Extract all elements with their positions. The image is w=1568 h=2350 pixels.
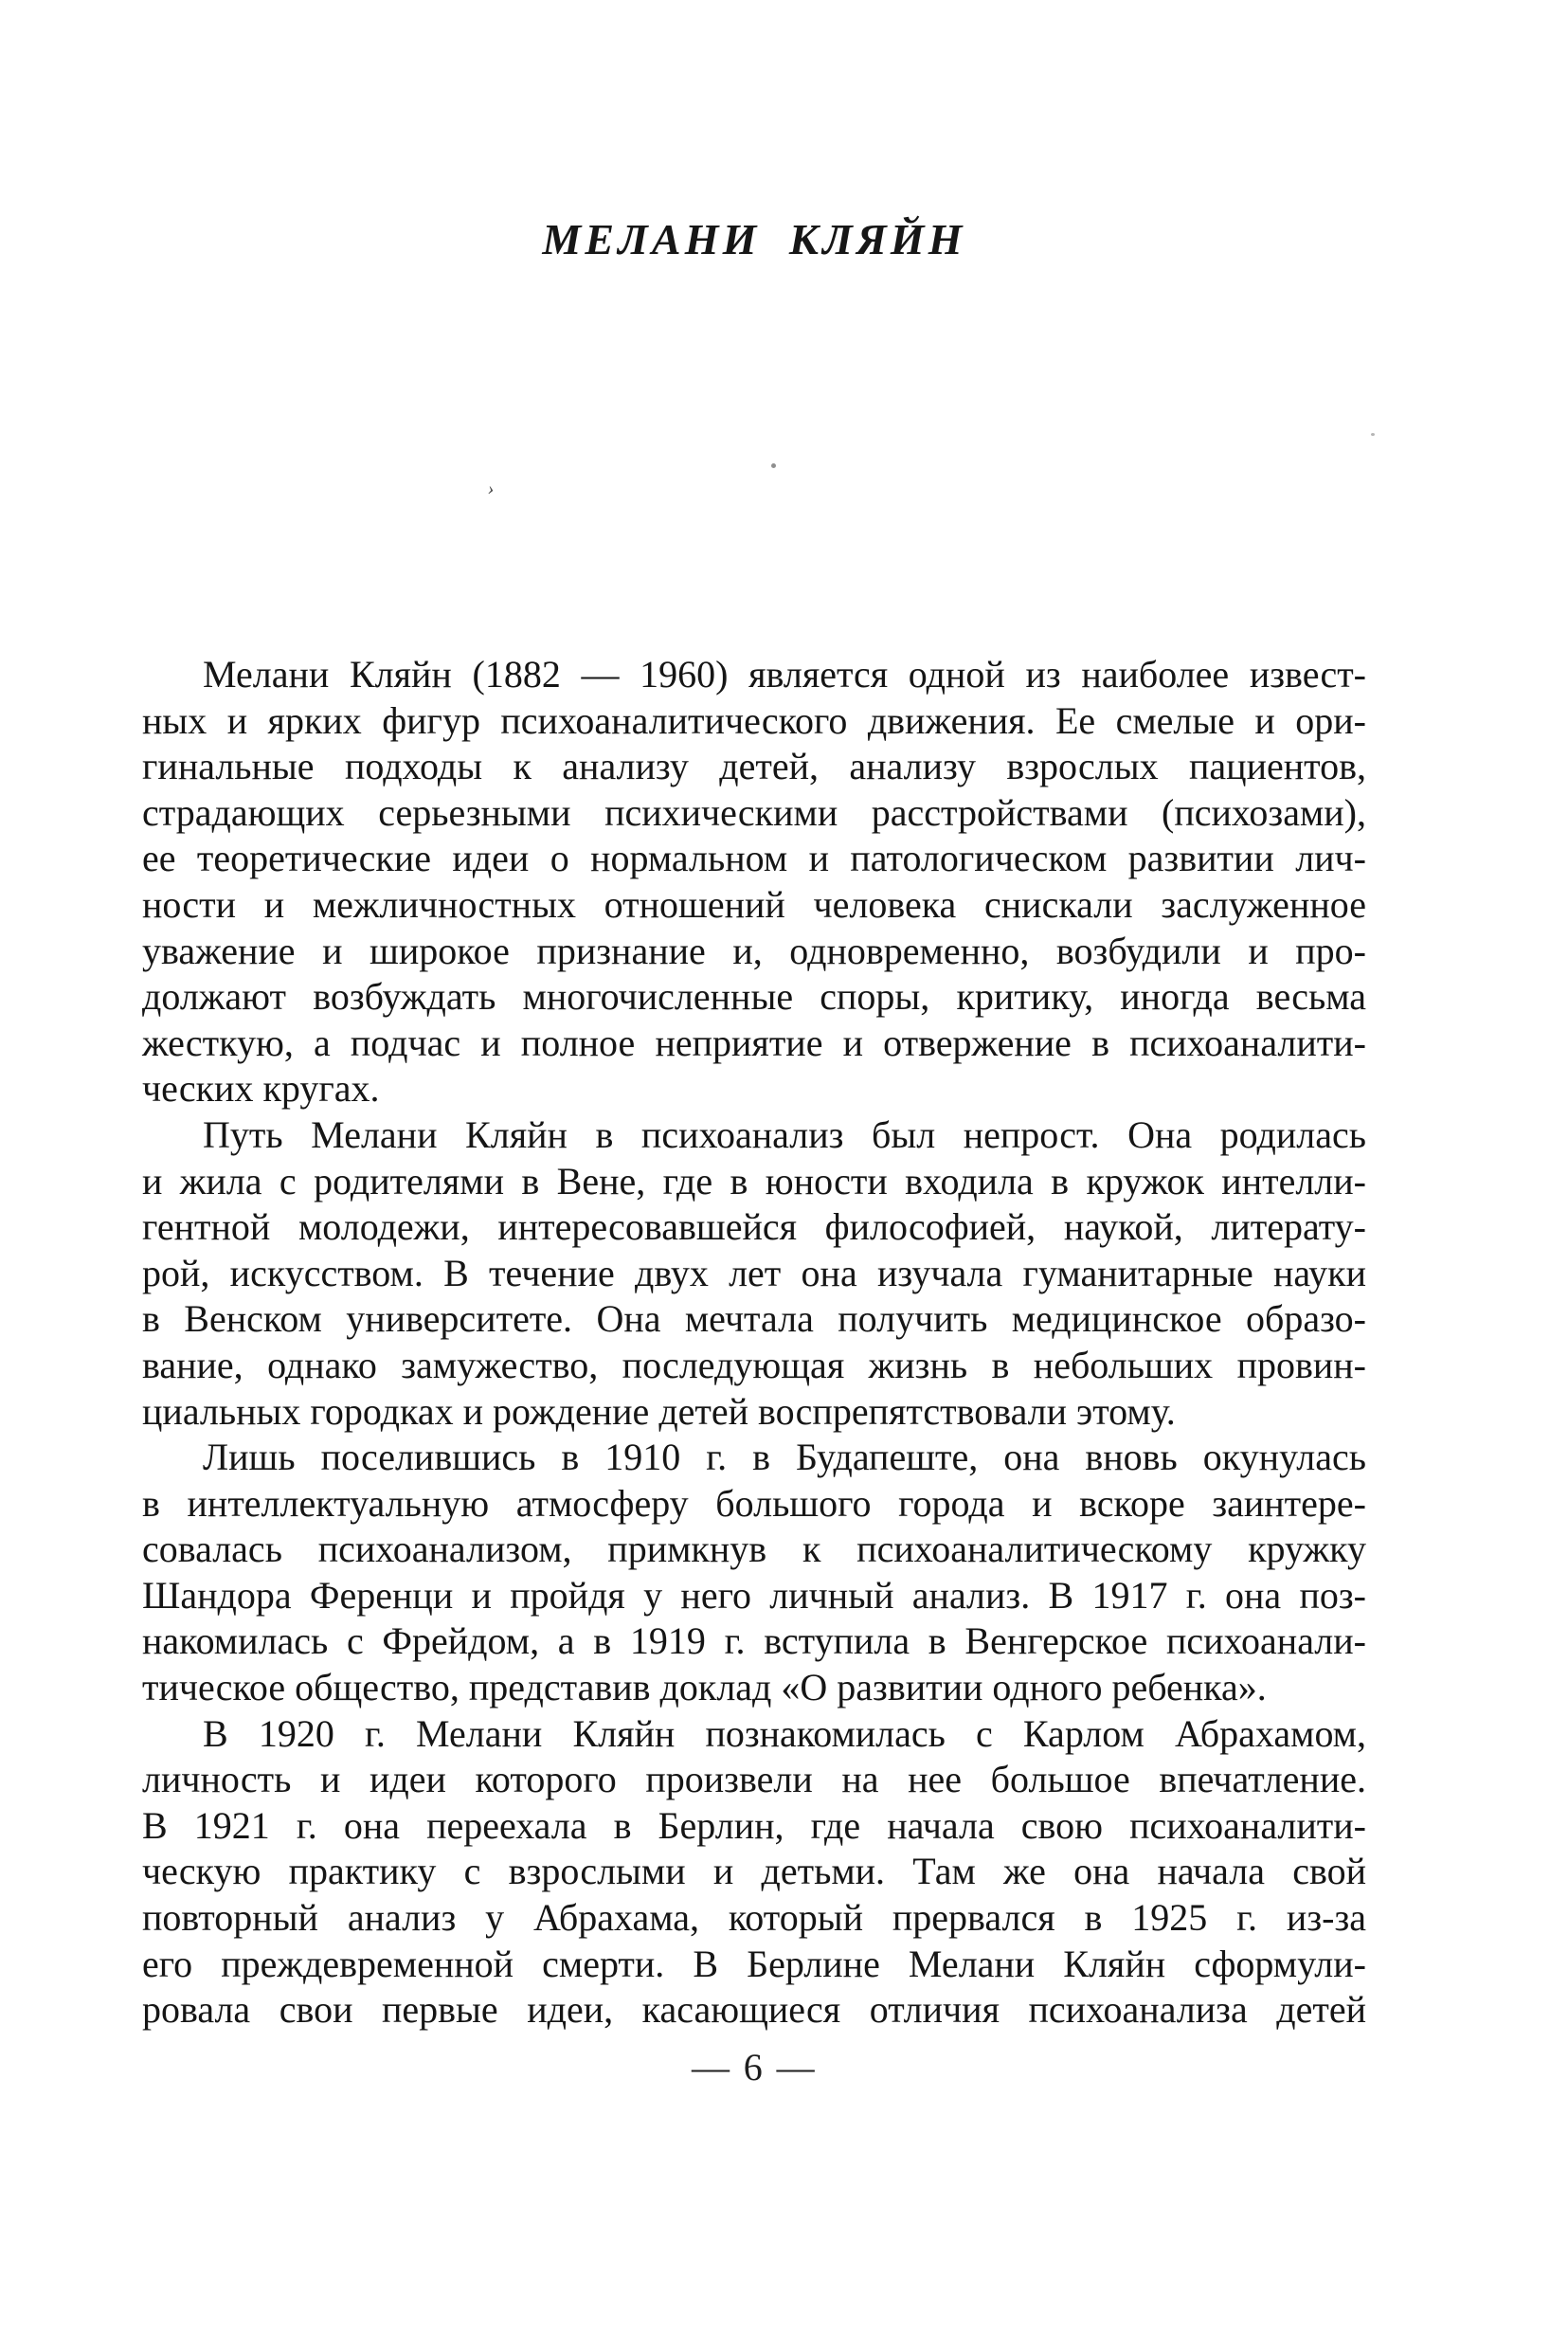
text-line: и жила с родителями в Вене, где в юности входила в кружок интелли- bbox=[142, 1159, 1366, 1202]
text-line: циальных городках и рождение детей воспрепятствовали этому. bbox=[142, 1389, 1176, 1433]
text-line: в интеллектуальную атмосферу большого города и вскоре заинтере- bbox=[142, 1481, 1366, 1525]
text-line: ных и ярких фигур психоаналитического движения. Ее смелые и ори- bbox=[142, 698, 1366, 742]
text-line: ческую практику с взрослыми и детьми. Там же она начала свой bbox=[142, 1850, 1366, 1893]
text-line: рой, искусством. В течение двух лет она изучала гуманитарные науки bbox=[142, 1251, 1366, 1294]
text-line: тическое общество, представив доклад «О развитии одного ребенка». bbox=[142, 1666, 1267, 1709]
text-line: должают возбуждать многочисленные споры, критику, иногда весьма bbox=[142, 975, 1366, 1019]
text-line: Шандора Ференци и пройдя у него личный анализ. В 1917 г. она поз- bbox=[142, 1573, 1366, 1617]
text-line: в Венском университете. Она мечтала получить медицинское образо- bbox=[142, 1297, 1366, 1341]
text-line: Мелани Кляйн (1882 — 1960) является одной из наиболее извест- bbox=[203, 653, 1366, 696]
scan-speck bbox=[771, 463, 776, 468]
text-line: страдающих серьезными психическими расстройствами (психозами), bbox=[142, 790, 1366, 834]
text-line: повторный анализ у Абрахама, который прервался в 1925 г. из-за bbox=[142, 1896, 1366, 1940]
text-line: Лишь поселившись в 1910 г. в Будапеште, она вновь окунулась bbox=[203, 1436, 1366, 1479]
text-line: гинальные подходы к анализу детей, анализу взрослых пациентов, bbox=[142, 745, 1366, 788]
scan-speck: › bbox=[486, 478, 496, 500]
text-line: вание, однако замужество, последующая жизнь в небольших провин- bbox=[142, 1343, 1366, 1386]
text-line: личность и идеи которого произвели на нее большое впечатление. bbox=[142, 1758, 1366, 1801]
text-line: жесткую, а подчас и полное неприятие и отвержение в психоаналити- bbox=[142, 1021, 1366, 1064]
text-line: ческих кругах. bbox=[142, 1067, 380, 1111]
text-line: его преждевременной смерти. В Берлине Мелани Кляйн сформули- bbox=[142, 1942, 1366, 1985]
text-line: гентной молодежи, интересовавшейся философией, наукой, литерату- bbox=[142, 1205, 1366, 1249]
text-line: В 1921 г. она переехала в Берлин, где начала свою психоаналити- bbox=[142, 1803, 1366, 1847]
text-line: накомилась с Фрейдом, а в 1919 г. вступила в Венгерское психоанали- bbox=[142, 1619, 1366, 1663]
text-line: уважение и широкое признание и, одновременно, возбудили и про- bbox=[142, 929, 1366, 972]
text-line: ее теоретические идеи о нормальном и патологическом развитии лич- bbox=[142, 837, 1366, 880]
page-number: — 6 — bbox=[692, 2046, 817, 2088]
page-title: МЕЛАНИ КЛЯЙН bbox=[542, 215, 966, 263]
body-text bbox=[142, 652, 1366, 2034]
text-line: совалась психоанализом, примкнув к психоаналитическому кружку bbox=[142, 1528, 1366, 1571]
text-line: В 1920 г. Мелани Кляйн познакомилась с Карлом Абрахамом, bbox=[203, 1711, 1366, 1755]
text-line: Путь Мелани Кляйн в психоанализ был непрост. Она родилась bbox=[203, 1112, 1366, 1156]
text-line: ности и межличностных отношений человека снискали заслуженное bbox=[142, 882, 1366, 926]
text-line: ровала свои первые идеи, касающиеся отличия психоанализа детей bbox=[142, 1988, 1366, 2032]
scan-speck bbox=[1371, 433, 1375, 436]
